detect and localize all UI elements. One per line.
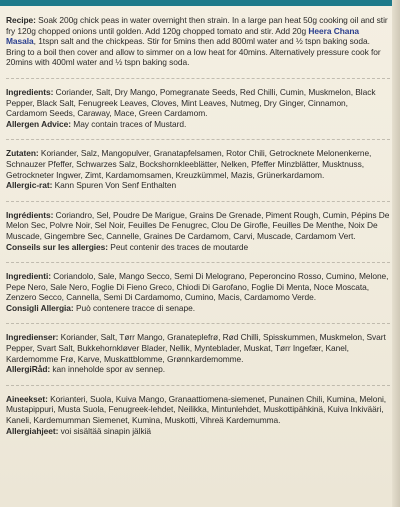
ingredients-paragraph <box>6 332 390 364</box>
allergy-text: Peut contenir des traces de moutarde <box>108 241 249 252</box>
ingredients-block-de <box>6 148 390 190</box>
section-divider <box>6 262 390 263</box>
ingredients-paragraph <box>6 271 390 303</box>
ingredients-paragraph <box>6 148 390 180</box>
ingredients-block-fr <box>6 210 390 252</box>
brand-name: Heera Chana Masala <box>6 25 360 47</box>
allergy-label: AllergiRåd: <box>6 364 51 375</box>
allergy-text: Kann Spuren Von Senf Enthalten <box>52 180 177 191</box>
recipe-text-start: Soak 200g chick peas in water overnight then strain. In a large pan heat 50g cooking oil and stir fry 120g chopped onions until golden. Add 120g chopped tomato and stir. Add 20g <box>6 15 388 36</box>
package-edge-shadow <box>392 0 400 507</box>
allergy-paragraph <box>6 303 390 314</box>
allergy-label: Allergen Advice: <box>6 118 71 129</box>
ingredients-paragraph <box>6 210 390 242</box>
ingredients-list: Koriander, Salz, Mangopulver, Granatapfelsamen, Rotor Chili, Getrocknete Melonenkerne, Schnauzer Pfeffer, Schwarzes Salz, Bockshornkleeblätter, Nelken, Pfeffer Minzblätter, Musktnuss, Getrockneter Ingwer, Zimt, Kardamomsamen, Kreuzkümmel, Mazis, Grünerkardamom. <box>6 148 372 180</box>
allergy-text: Può contenere tracce di senape. <box>73 302 195 313</box>
ingredients-list: Coriander, Salt, Dry Mango, Pomegranate Seeds, Red Chilli, Cumin, Muskmelon, Black Pepper, Black Salt, Fenugreek Leaves, Cloves, Mint Leaves, Nutmeg, Dry Ginger, Cinnamon, Cardamom Seeds, Caraway, Mace, Green Cardamom. <box>6 86 376 119</box>
allergy-text: voi sisältää sinapin jälkiä <box>58 425 151 436</box>
package-top-band <box>0 0 400 6</box>
ingredients-list: Korianteri, Suola, Kuiva Mango, Granaattiomena-siemenet, Punainen Chili, Kumina, Meloni, Mustapippuri, Musta Suola, Fenugreek-lehdet, Neilikka, Mintunlehdet, Muskottipähkinä, Kuiva Inkivääri, Kaneli, Kardemumman Siemenet, Kumina, Muskotti, Vihreä Kardemumma. <box>6 393 387 426</box>
allergy-text: kan inneholde spor av sennep. <box>50 364 166 375</box>
label-text-column <box>6 15 390 446</box>
ingredients-list: Coriandro, Sel, Poudre De Marigue, Grains De Grenade, Piment Rough, Cumin, Pépins De Melon Sec, Polvre Noir, Sel Noir, Feuilles De Fenugrec, Clou De Girofle, Feuilles De Menthe, Noix De Muscade, Gingembre Sec, Cannelle, Graines De Cardamom, Carvi, Muscade, Cardamom Vert. <box>6 209 390 241</box>
ingredients-block-it <box>6 271 390 313</box>
recipe-block <box>6 15 390 68</box>
ingredients-list: Coriandolo, Sale, Mango Secco, Semi Di Melograno, Peperoncino Rosso, Cumino, Melone, Pepe Nero, Sale Nero, Foglie Di Fieno Greco, Chiodi Di Garofano, Foglie Di Menta, Noce Moscata, Zenzero Secco, Cannella, Semi Di Cardamomo, Cumino, Macis, Cardamomo Verde. <box>6 271 389 303</box>
ingredients-label: Ingredients: <box>6 86 54 97</box>
ingredients-label: Zutaten: <box>6 148 39 159</box>
ingredients-paragraph <box>6 394 390 426</box>
section-divider <box>6 201 390 202</box>
ingredients-list: Koriander, Salt, Tørr Mango, Granateplefrø, Rød Chilli, Spisskummen, Muskmelon, Svart Pepper, Svart Salt, Bukkehornkløver Blader, Nellik, Mynteblader, Muskat, Tørr Ingefær, Kanel, Kardemomme Frø, Karve, Muskattblomme, Grønnkardemomme. <box>6 332 386 364</box>
section-divider <box>6 385 390 386</box>
allergy-paragraph <box>6 180 390 191</box>
section-divider <box>6 139 390 140</box>
allergy-paragraph <box>6 426 390 437</box>
allergy-paragraph <box>6 119 390 130</box>
allergy-label: Allergic-rat: <box>6 180 53 191</box>
allergy-label: Consigli Allergia: <box>6 302 74 313</box>
recipe-label: Recipe: <box>6 15 36 25</box>
allergy-paragraph <box>6 364 390 375</box>
ingredients-paragraph <box>6 87 390 119</box>
allergy-paragraph <box>6 242 390 253</box>
ingredients-label: Ingredienti: <box>6 271 51 282</box>
section-divider <box>6 323 390 324</box>
section-divider <box>6 78 390 79</box>
allergy-label: Allergiahjeet: <box>6 425 59 436</box>
allergy-label: Conseils sur les allergies: <box>6 241 108 252</box>
ingredients-block-en <box>6 87 390 129</box>
ingredients-label: Aineekset: <box>6 393 48 404</box>
ingredients-block-fi <box>6 394 390 436</box>
ingredients-label: Ingrédients: <box>6 209 54 220</box>
allergy-text: May contain traces of Mustard. <box>70 118 187 129</box>
recipe-paragraph <box>6 15 390 68</box>
ingredients-label: Ingredienser: <box>6 332 59 343</box>
ingredients-block-no <box>6 332 390 374</box>
recipe-text-end: , 1tspn salt and the chickpeas. Stir for 5mins then add 800ml water and ½ tspn baking soda. Bring to a boil then cover and allow to simmer on a low heat for 40mins. Alternatively pressure cook for 20mins with 400ml water and ½ tspn baking soda. <box>6 36 381 68</box>
